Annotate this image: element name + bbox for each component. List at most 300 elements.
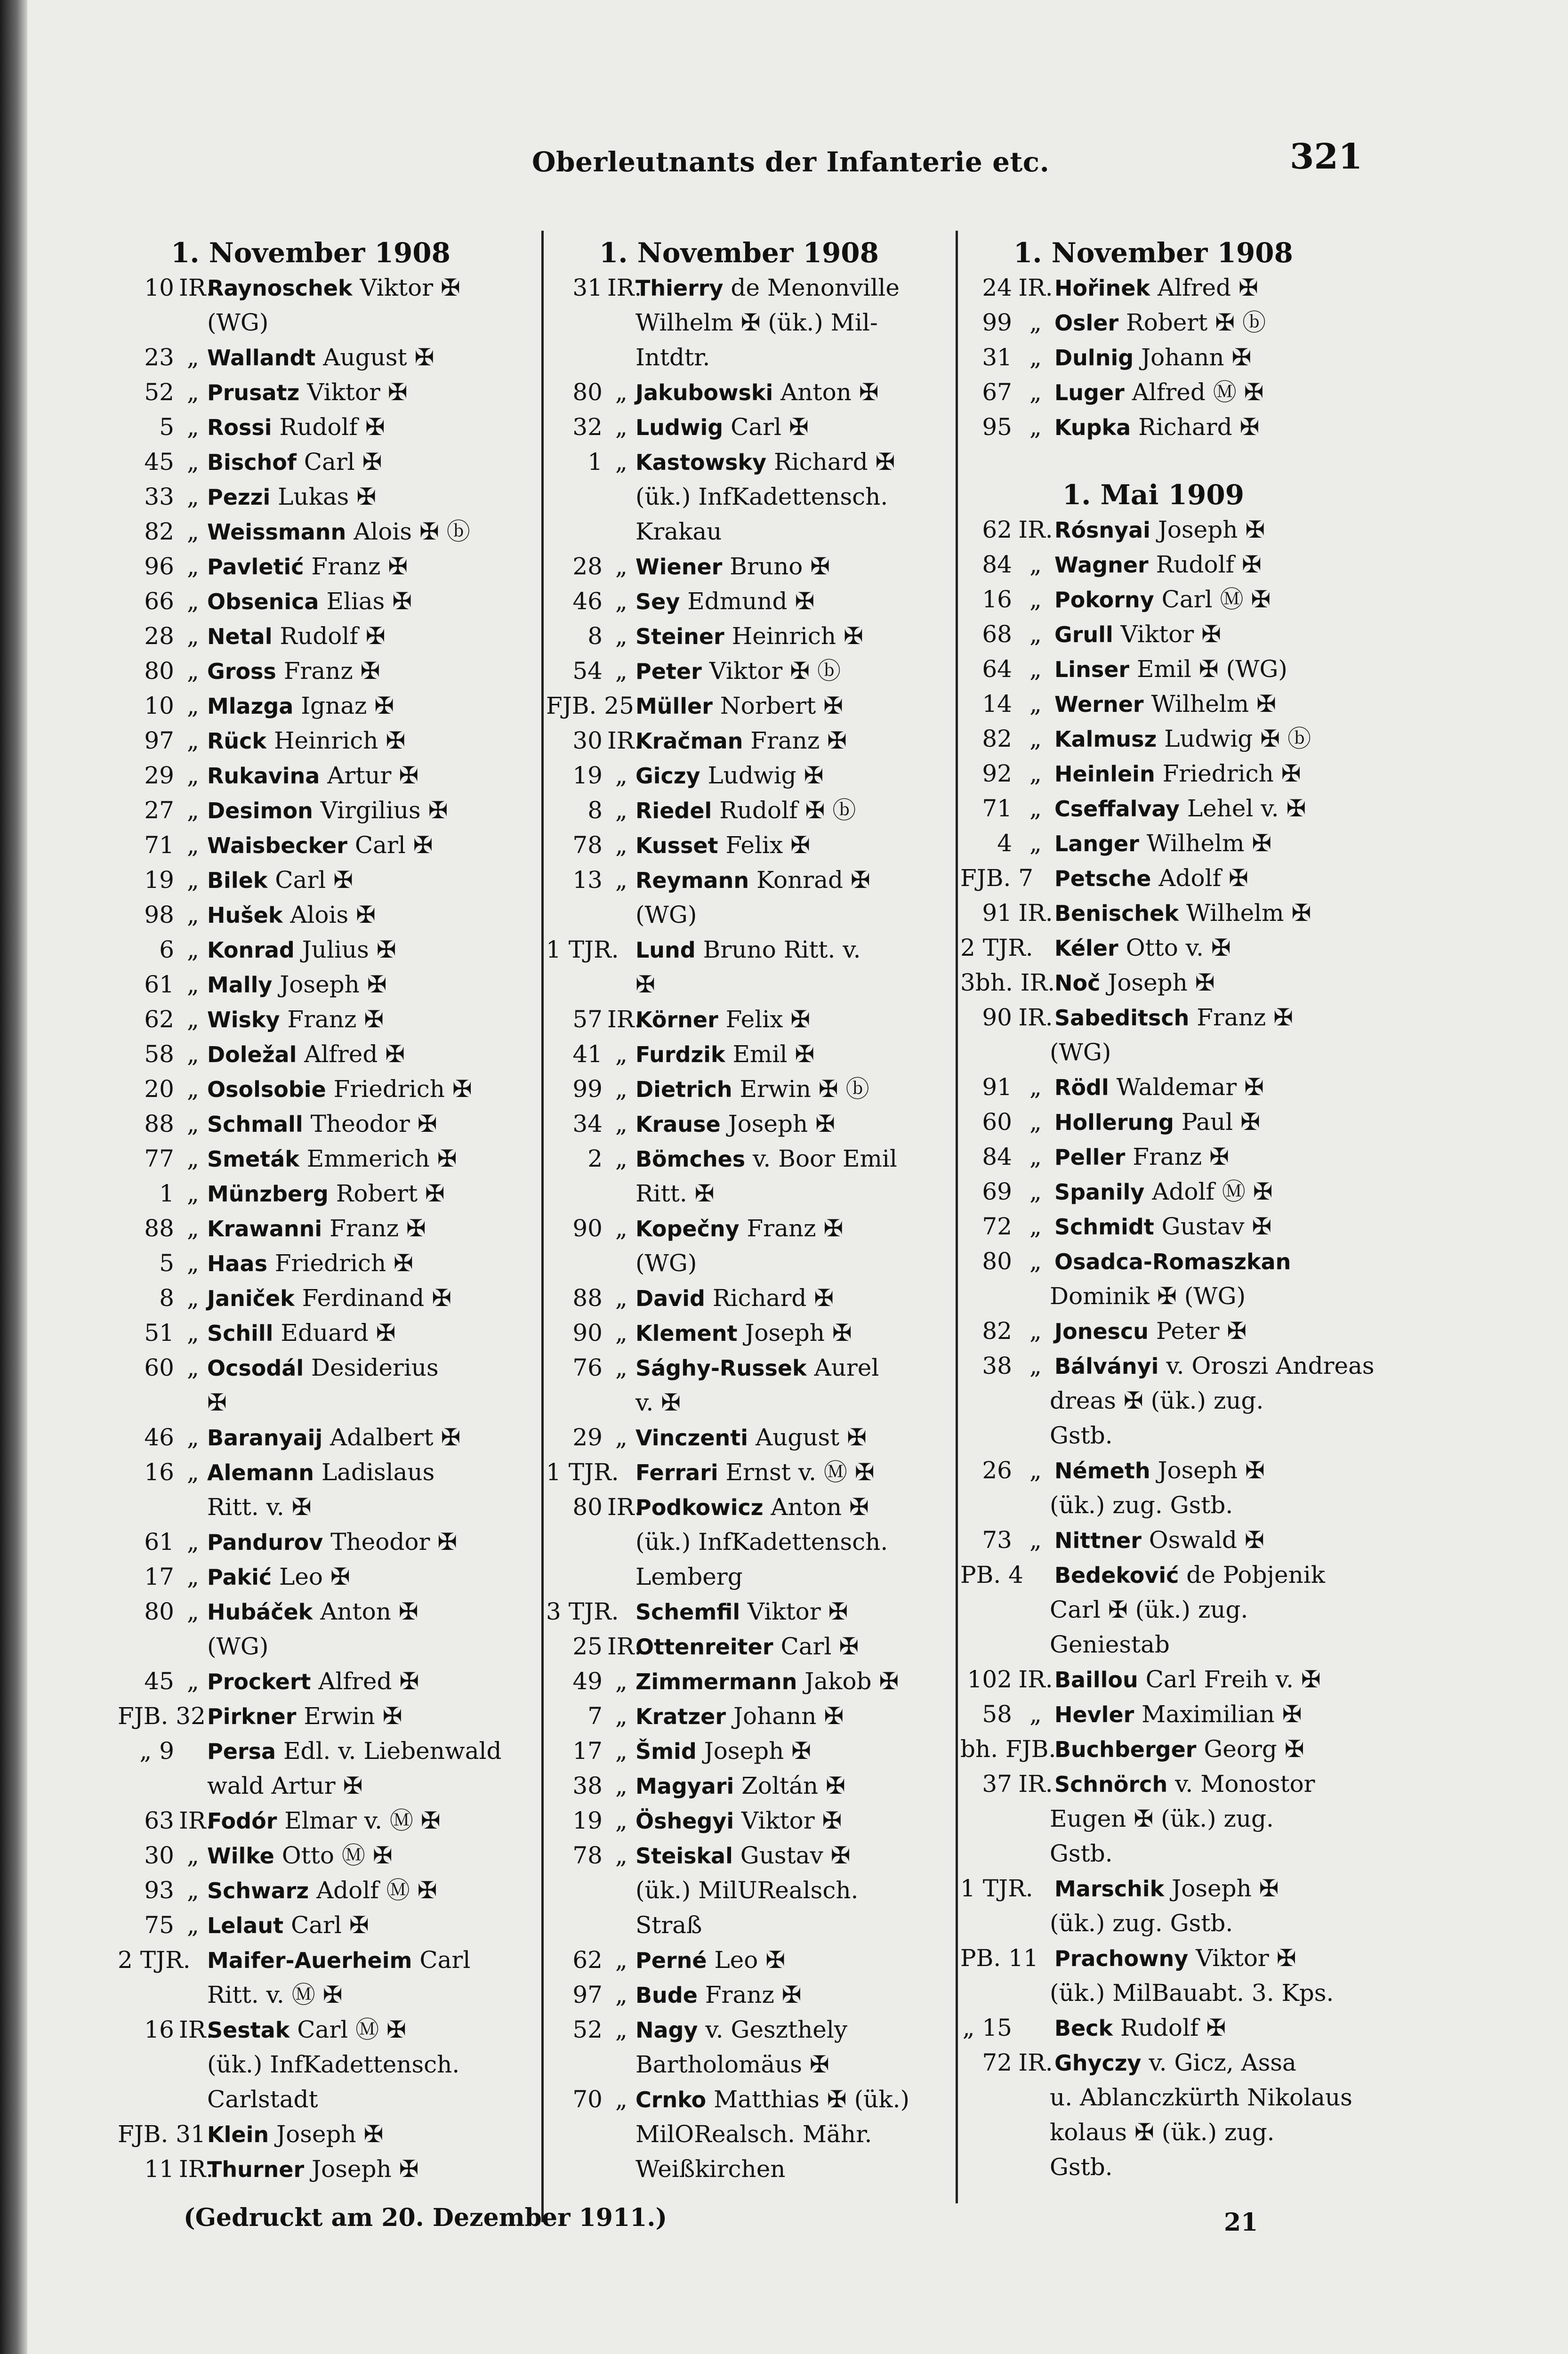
given-name-and-honors: Viktor ✠ (1120, 621, 1222, 648)
officer-name (1054, 965, 1346, 1000)
surname: Schill (207, 1321, 273, 1346)
given-name-and-honors: Viktor ✠ (307, 379, 408, 406)
unit-type (1017, 1871, 1054, 1906)
officer-entry (546, 1664, 932, 1699)
surname: Pandurov (207, 1530, 323, 1555)
regiment-number: 49 (572, 1668, 603, 1695)
regiment-number: 28 (144, 622, 174, 650)
unit-type: „ (1029, 621, 1042, 648)
surname: Kastowsky (635, 450, 767, 475)
officer-name (1054, 1557, 1346, 1592)
surname: Podkowicz (635, 1495, 764, 1520)
regiment-number: 30 (572, 727, 603, 754)
surname: Schmidt (1054, 1214, 1154, 1240)
regiment-number: 41 (572, 1040, 603, 1068)
entry-continuation: (ük.) MilBauabt. 3. Kps. (1050, 1979, 1334, 2007)
entry-continuation: Geniestab (1050, 1631, 1170, 1658)
regiment-number: 61 (144, 1528, 174, 1556)
regiment-number: 97 (144, 727, 174, 754)
entry-continuation: Gstb. (1050, 1422, 1113, 1449)
given-name-and-honors: Virgilius ✠ (320, 797, 448, 824)
officer-name (1054, 791, 1346, 826)
given-name-and-honors: Viktor ✠ (360, 274, 460, 301)
regiment-number: „ 9 (139, 1737, 174, 1765)
surname: Petsche (1054, 866, 1151, 891)
officer-name (1054, 1732, 1346, 1766)
regiment-number: 92 (982, 760, 1012, 787)
officer-entry (546, 1490, 932, 1524)
unit-type: „ (187, 762, 199, 789)
regiment-number: 84 (982, 551, 1012, 578)
regiment-number: 71 (982, 795, 1012, 822)
officer-name (207, 1943, 504, 1977)
officer-entry (118, 793, 504, 828)
officer-name (635, 1420, 932, 1455)
officer-entry (118, 932, 504, 967)
given-name-and-honors: Friedrich ✠ (274, 1250, 413, 1277)
surname: Wallandt (207, 345, 316, 371)
unit-type: „ (615, 1075, 627, 1103)
surname: Ghyczy (1054, 2050, 1142, 2076)
regiment-number: 51 (144, 1319, 174, 1346)
officer-entry (546, 619, 932, 653)
surname: Dietrich (635, 1077, 732, 1102)
unit-type: „ (615, 1772, 627, 1799)
surname: Benischek (1054, 901, 1179, 926)
surname: Körner (635, 1007, 718, 1032)
given-name-and-honors: Carl (419, 1946, 471, 1974)
regiment-number: 52 (144, 379, 174, 406)
surname: Schmall (207, 1112, 303, 1137)
surname: Maifer-Auerheim (207, 1948, 412, 1973)
officer-entry (546, 1943, 932, 1977)
surname: Marschik (1054, 1876, 1165, 1902)
unit-type: IR. (179, 274, 214, 301)
given-name-and-honors: Wilhelm ✠ (1151, 690, 1277, 717)
regiment-number: 28 (572, 553, 603, 580)
unit-type: „ (187, 413, 199, 441)
officer-entry (546, 1594, 932, 1629)
officer-name (207, 619, 504, 653)
officer-name (635, 1977, 932, 2012)
officer-name (1054, 547, 1346, 582)
officer-name (207, 897, 504, 932)
officer-entry (118, 1733, 504, 1768)
officer-entry (546, 549, 932, 584)
surname: Pavletić (207, 554, 304, 580)
officer-name (635, 1350, 932, 1385)
given-name-and-honors: Felix ✠ (725, 1006, 811, 1033)
given-name-and-honors: Richard ✠ (774, 448, 895, 476)
unit-type: IR. (607, 274, 642, 301)
regiment-number: 95 (982, 413, 1012, 441)
unit-type: IR. (1018, 1770, 1053, 1798)
entry-continuation: Carl ✠ (ük.) zug. (1050, 1596, 1248, 1623)
surname: Klein (207, 2122, 269, 2147)
officer-entry (546, 1733, 932, 1768)
officer-entry (118, 1803, 504, 1838)
officer-name (207, 444, 504, 479)
officer-entry (960, 1732, 1346, 1766)
regiment-number: 80 (572, 379, 603, 406)
regiment-number: 2 TJR. (118, 1946, 191, 1974)
given-name-and-honors: Johann ✠ (733, 1702, 844, 1730)
surname: Hevler (1054, 1702, 1134, 1727)
regiment-number: 67 (982, 379, 1012, 406)
unit-type: „ (187, 1424, 199, 1451)
officer-name (207, 1699, 504, 1733)
surname: Alemann (207, 1460, 314, 1485)
surname: Weissmann (207, 519, 346, 545)
regiment-number: 11 (144, 2155, 174, 2183)
officer-name (207, 1455, 504, 1490)
given-name-and-honors: Paul ✠ (1181, 1108, 1261, 1136)
given-name-and-honors: Erwin ✠ ⓑ (740, 1075, 869, 1103)
officer-name (1054, 652, 1346, 686)
unit-type: „ (187, 622, 199, 650)
officer-name (635, 1281, 932, 1315)
unit-type: IR. (1018, 274, 1053, 301)
officer-name (1054, 1174, 1346, 1209)
surname: Thurner (207, 2157, 305, 2182)
officer-name (207, 723, 504, 758)
given-name-and-honors: Friedrich ✠ (1162, 760, 1301, 787)
given-name-and-honors: Rudolf ✠ (1120, 2014, 1226, 2041)
regiment-number: 46 (144, 1424, 174, 1451)
given-name-and-honors: Emmerich ✠ (306, 1145, 457, 1172)
officer-entry (546, 932, 932, 967)
officer-name (207, 967, 504, 1002)
officer-entry (118, 897, 504, 932)
given-name-and-honors: Ferdinand ✠ (302, 1284, 452, 1312)
given-name-and-honors: Lehel v. ✠ (1187, 795, 1306, 822)
unit-type: IR. (1018, 1004, 1053, 1031)
regiment-number: 16 (144, 1459, 174, 1486)
surname: Vinczenti (635, 1425, 748, 1451)
surname: Šmid (635, 1739, 697, 1764)
unit-type (1017, 965, 1054, 1000)
surname: Reymann (635, 868, 749, 893)
regiment-number: 80 (144, 1598, 174, 1625)
unit-type: „ (187, 1459, 199, 1486)
regiment-number: FJB. 31 (118, 2120, 206, 2148)
officer-name (635, 723, 932, 758)
officer-name (207, 1664, 504, 1699)
surname: Németh (1054, 1458, 1150, 1483)
regiment-number: 30 (144, 1842, 174, 1869)
regiment-number: 26 (982, 1457, 1012, 1484)
unit-type: „ (615, 622, 627, 650)
given-name-and-honors: Elias ✠ (326, 588, 412, 615)
surname: Kratzer (635, 1704, 726, 1729)
unit-type (607, 932, 635, 967)
officer-name (635, 1037, 932, 1072)
unit-type (607, 1455, 635, 1490)
officer-name (207, 1141, 504, 1176)
given-name-and-honors: Jakob ✠ (804, 1668, 899, 1695)
regiment-number: 25 (572, 1633, 603, 1660)
regiment-number: 54 (572, 657, 603, 685)
officer-entry (546, 1629, 932, 1664)
officer-entry (118, 1524, 504, 1559)
regiment-number: 1 (587, 448, 603, 476)
officer-entry (118, 1420, 504, 1455)
officer-name (635, 375, 932, 410)
regiment-number: 19 (572, 762, 603, 789)
given-name-and-honors: Franz ✠ (283, 657, 380, 685)
given-name-and-honors: Eduard ✠ (281, 1319, 396, 1346)
officer-name (1054, 1871, 1346, 1906)
entry-continuation: u. Ablanczkürth Nikolaus (1050, 2084, 1352, 2111)
officer-entry (546, 444, 932, 479)
unit-type (1017, 1732, 1054, 1766)
regiment-number: 91 (982, 1073, 1012, 1101)
regiment-number: 70 (572, 2086, 603, 2113)
regiment-number: 64 (982, 655, 1012, 683)
surname: Ferrari (635, 1460, 718, 1485)
unit-type: „ (187, 1075, 199, 1103)
regiment-number: 93 (144, 1877, 174, 1904)
given-name-and-honors: Bruno Ritt. v. (703, 936, 861, 963)
unit-type: „ (187, 344, 199, 371)
entry-continuation: Dominik ✠ (WG) (1050, 1282, 1246, 1310)
given-name-and-honors: Bruno ✠ (730, 553, 830, 580)
given-name-and-honors: Carl ✠ (780, 1633, 859, 1660)
officer-entry (118, 270, 504, 305)
given-name-and-honors: Ladislaus (321, 1459, 435, 1486)
officer-entry (118, 1106, 504, 1141)
given-name-and-honors: Ignaz ✠ (301, 692, 394, 719)
regiment-number: 98 (144, 901, 174, 928)
officer-name (635, 863, 932, 897)
officer-entry (960, 1000, 1346, 1035)
surname: Werner (1054, 692, 1144, 717)
officer-name (635, 270, 932, 305)
officer-name (207, 1315, 504, 1350)
unit-type (1017, 1557, 1054, 1592)
entry-continuation: (ük.) InfKadettensch. (635, 1528, 888, 1556)
given-name-and-honors: Edmund ✠ (687, 588, 815, 615)
given-name-and-honors: Carl Ⓜ ✠ (1161, 586, 1271, 613)
surname: Furdzik (635, 1042, 725, 1067)
regiment-number: 3 TJR. (546, 1598, 619, 1625)
given-name-and-honors: Matthias ✠ (ük.) (714, 2086, 910, 2113)
officer-entry (546, 723, 932, 758)
unit-type: „ (187, 1877, 199, 1904)
officer-name (1054, 270, 1346, 305)
officer-entry (960, 1348, 1375, 1383)
entry-continuation: (WG) (1050, 1039, 1111, 1066)
officer-entry (118, 619, 504, 653)
entry-continuation: v. ✠ (635, 1389, 681, 1416)
surname: Schemfil (635, 1599, 740, 1625)
officer-name (1054, 617, 1346, 652)
given-name-and-honors: Viktor ✠ (1196, 1944, 1296, 1972)
unit-type: „ (1029, 1108, 1042, 1136)
regiment-number: 78 (572, 831, 603, 859)
column-divider (541, 231, 544, 2222)
officer-entry (546, 1803, 932, 1838)
given-name-and-honors: Franz ✠ (705, 1981, 802, 2008)
officer-name (207, 375, 504, 410)
officer-name (207, 932, 504, 967)
given-name-and-honors: Anton ✠ (771, 1493, 869, 1521)
given-name-and-honors: Heinrich ✠ (273, 727, 406, 754)
regiment-number: 10 (144, 692, 174, 719)
given-name-and-honors: Ernst v. Ⓜ ✠ (725, 1459, 875, 1486)
regiment-number: 6 (159, 936, 174, 963)
regiment-number: 10 (144, 274, 174, 301)
officer-entry (546, 410, 932, 444)
officer-entry (118, 1141, 504, 1176)
officer-entry (118, 1315, 504, 1350)
regiment-number: 45 (144, 1668, 174, 1695)
officer-name (1054, 1697, 1346, 1732)
surname: Grull (1054, 622, 1113, 647)
given-name-and-honors: Otto Ⓜ ✠ (281, 1842, 393, 1869)
regiment-number: 27 (144, 797, 174, 824)
entry-continuation: Ritt. v. Ⓜ ✠ (207, 1981, 343, 2008)
regiment-number: 102 (967, 1666, 1012, 1693)
officer-entry (960, 686, 1346, 721)
unit-type: „ (187, 588, 199, 615)
surname: Peller (1054, 1145, 1126, 1170)
officer-entry (118, 584, 504, 619)
unit-type: „ (187, 866, 199, 894)
regiment-number: 80 (144, 657, 174, 685)
regiment-number: 88 (572, 1284, 603, 1312)
unit-type: IR. (179, 1807, 214, 1834)
given-name-and-honors: Alfred Ⓜ ✠ (1132, 379, 1264, 406)
officer-name (1054, 895, 1346, 930)
regiment-number: 99 (982, 309, 1012, 336)
officer-entry (960, 1139, 1346, 1174)
given-name-and-honors: Carl ✠ (731, 413, 809, 441)
regiment-number: 31 (572, 274, 603, 301)
entry-continuation: ✠ (207, 1389, 227, 1416)
unit-type (179, 1699, 207, 1733)
officer-entry (118, 1072, 504, 1106)
given-name-and-honors: Otto v. ✠ (1126, 934, 1231, 961)
unit-type: „ (187, 483, 199, 510)
officer-name (1054, 1766, 1346, 1801)
entry-continuation: Wilhelm ✠ (ük.) Mil- (635, 309, 878, 336)
unit-type: „ (187, 1319, 199, 1346)
print-date: (Gedruckt am 20. Dezember 1911.) (184, 2203, 667, 2232)
unit-type: „ (187, 1145, 199, 1172)
given-name-and-honors: Franz ✠ (311, 553, 408, 580)
surname: Pokorny (1054, 587, 1154, 613)
column-3 (960, 235, 1375, 2185)
regiment-number: 62 (982, 516, 1012, 543)
unit-type (1017, 861, 1054, 895)
given-name-and-honors: Joseph ✠ (1172, 1875, 1279, 1902)
officer-entry (546, 758, 932, 793)
unit-type: „ (1029, 344, 1042, 371)
unit-type: „ (615, 1981, 627, 2008)
officer-name (1054, 2045, 1346, 2080)
surname: Bedeković (1054, 1563, 1179, 1588)
regiment-number: bh. FJB. (960, 1735, 1056, 1763)
surname: Doležal (207, 1042, 297, 1067)
unit-type: „ (1029, 1317, 1042, 1345)
officer-entry (118, 2012, 504, 2047)
officer-name (207, 2152, 504, 2186)
officer-entry (546, 653, 932, 688)
entry-continuation: Weißkirchen (635, 2155, 786, 2183)
officer-entry (546, 688, 932, 723)
unit-type: „ (187, 901, 199, 928)
surname: Bömches (635, 1146, 746, 1172)
unit-type: „ (615, 588, 627, 615)
surname: Sabeditsch (1054, 1005, 1190, 1031)
section-heading: 1. November 1908 (599, 237, 879, 269)
surname: Sestak (207, 2017, 290, 2043)
regiment-number: 16 (982, 586, 1012, 613)
unit-type: „ (1029, 725, 1042, 752)
officer-name (207, 340, 504, 375)
officer-entry (546, 1838, 932, 1873)
unit-type: IR. (1018, 516, 1053, 543)
officer-entry (546, 1281, 932, 1315)
surname: Beck (1054, 2015, 1113, 2041)
officer-entry (960, 1453, 1346, 1488)
unit-type: „ (1029, 1701, 1042, 1728)
given-name-and-honors: Adolf Ⓜ ✠ (1152, 1178, 1273, 1205)
surname: Prachowny (1054, 1946, 1189, 1971)
unit-type: IR. (1018, 1666, 1053, 1693)
surname: Crnko (635, 2087, 707, 2112)
unit-type: „ (187, 1180, 199, 1207)
officer-entry (960, 2045, 1346, 2080)
surname: Kusset (635, 833, 718, 858)
officer-name (1054, 721, 1346, 756)
officer-name (1054, 1941, 1346, 1975)
officer-entry (960, 1766, 1346, 1801)
given-name-and-honors: Joseph ✠ (1158, 516, 1265, 543)
given-name-and-honors: Alfred ✠ (318, 1668, 419, 1695)
surname: Steiner (635, 624, 724, 649)
officer-entry (960, 2010, 1346, 2045)
given-name-and-honors: Joseph ✠ (704, 1737, 812, 1765)
regiment-number: 1 TJR. (960, 1875, 1033, 1902)
regiment-number: 62 (572, 1946, 603, 1974)
officer-name (635, 688, 932, 723)
surname: Desimon (207, 798, 313, 823)
surname: Noč (1054, 970, 1101, 996)
given-name-and-honors: Heinrich ✠ (732, 622, 863, 650)
regiment-number: 13 (572, 866, 603, 894)
unit-type: „ (1029, 690, 1042, 717)
given-name-and-honors: Joseph ✠ (728, 1110, 836, 1137)
regiment-number: 29 (144, 762, 174, 789)
officer-name (207, 1594, 504, 1629)
surname: Buchberger (1054, 1737, 1197, 1762)
unit-type: „ (187, 518, 199, 545)
regiment-number: PB. 11 (960, 1944, 1038, 1972)
officer-entry (960, 965, 1346, 1000)
officer-name (207, 2117, 504, 2152)
officer-entry (960, 582, 1346, 617)
section-gap (960, 444, 1346, 477)
officer-name (635, 1699, 932, 1733)
officer-entry (118, 1350, 504, 1385)
given-name-and-honors: Anton ✠ (320, 1598, 418, 1625)
officer-entry (546, 1315, 932, 1350)
unit-type: „ (615, 1354, 627, 1381)
unit-type: IR. (1018, 899, 1053, 927)
officer-name (1054, 410, 1346, 444)
